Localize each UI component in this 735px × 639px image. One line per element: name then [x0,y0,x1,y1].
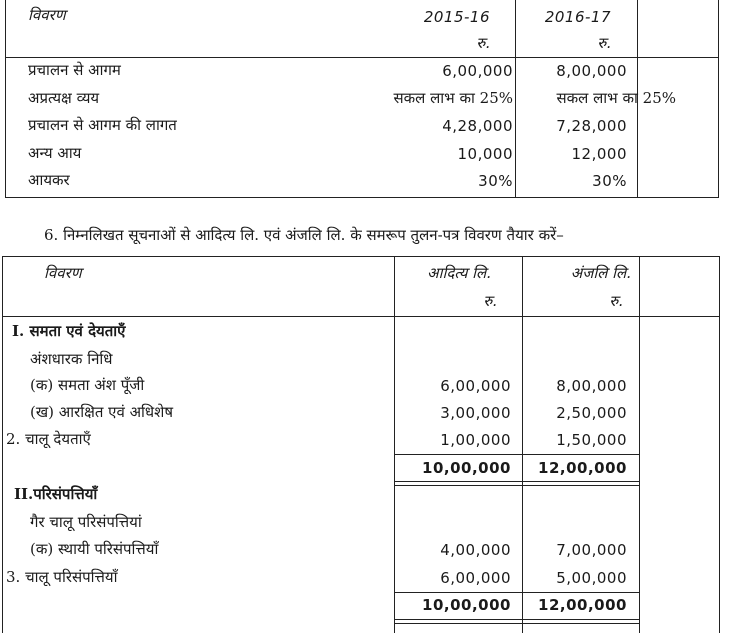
total-2-top-rule [394,592,639,593]
total-1-top-rule [394,454,639,455]
table-2-unit-col2: रु. [609,292,623,310]
table-2-col-divider-1 [394,256,395,633]
table-2-row-label: 2. चालू देयताएँ [6,430,91,448]
table-2-row-value-col2: 5,00,000 [556,569,627,587]
section-title: I. समता एवं देयताएँ [12,322,126,340]
table-1-header-label: विवरण [28,6,66,24]
total-1-double-rule-b [394,485,639,486]
table-2-row-value-col2: 7,00,000 [556,541,627,559]
table-1-bottom-rule [5,197,718,198]
table-1-row-value-col1: 6,00,000 [442,62,513,80]
table-1-header-rule [5,57,718,58]
table-2-row-value-col2: 1,50,000 [556,431,627,449]
table-1-col-divider-1 [515,0,516,198]
total-2-double-rule-b [394,623,639,624]
table-1-unit-col1: रु. [476,34,490,52]
section-title: II.परिसंपत्तियाँ [14,485,98,503]
table-2-col-divider-3 [639,256,640,633]
table-1-header-col2: 2016-17 [544,8,611,26]
table-2-col-divider-2 [522,256,523,633]
table-2-left-border [2,256,3,633]
table-2-header-label: विवरण [44,264,82,282]
table-2-top-rule [2,256,720,257]
table-2-row-value-col1: 1,00,000 [440,431,511,449]
total-value-col2: 12,00,000 [538,596,627,614]
table-1-row-value-col1: 10,000 [457,145,513,163]
table-2-row-label: 3. चालू परिसंपत्तियाँ [6,568,118,586]
table-2-header-rule [2,316,720,317]
table-2-row-label: (क) स्थायी परिसंपत्तियाँ [30,540,159,558]
table-1-row-label: प्रचालन से आगम [28,61,121,79]
table-1-row-label: अप्रत्यक्ष व्यय [28,89,100,107]
table-1-row-value-col2: सकल लाभ का 25% [556,89,676,107]
table-2-row-value-col1: 4,00,000 [440,541,511,559]
table-1-row-value-col1: 30% [478,172,513,190]
table-1-row-value-col2: 7,28,000 [556,117,627,135]
table-1-row-value-col1: 4,28,000 [442,117,513,135]
section-subtitle: गैर चालू परिसंपत्तियां [30,513,142,531]
section-subtitle: अंशधारक निधि [30,350,113,368]
table-2-right-border [719,256,720,633]
table-2-header-col2: अंजलि लि. [570,264,631,282]
table-1-row-label: प्रचालन से आगम की लागत [28,116,177,134]
table-1-row-value-col2: 30% [592,172,627,190]
total-value-col2: 12,00,000 [538,459,627,477]
total-value-col1: 10,00,000 [422,596,511,614]
table-1-header-col1: 2015-16 [423,8,490,26]
table-1-row-label: आयकर [28,171,70,189]
table-2-row-value-col1: 6,00,000 [440,569,511,587]
question-text: 6. निम्नलिखत सूचनाओं से आदित्य लि. एवं अंजलि लि. के समरूप तुलन-पत्र विवरण तैयार करें– [44,226,564,244]
table-1-row-label: अन्य आय [28,144,82,162]
table-1-right-border [718,0,719,198]
table-2-row-value-col2: 2,50,000 [556,404,627,422]
table-1-row-value-col1: सकल लाभ का 25% [393,89,513,107]
table-2-row-value-col2: 8,00,000 [556,377,627,395]
table-2-header-col1: आदित्य लि. [427,264,491,282]
table-2-row-label: (क) समता अंश पूँजी [30,376,145,394]
table-1-row-value-col2: 8,00,000 [556,62,627,80]
table-1-row-value-col2: 12,000 [571,145,627,163]
total-2-double-rule-a [394,619,639,620]
table-2-row-value-col1: 6,00,000 [440,377,511,395]
table-2-row-label: (ख) आरक्षित एवं अधिशेष [30,403,174,421]
table-2-row-value-col1: 3,00,000 [440,404,511,422]
table-1-left-border [5,0,6,198]
total-1-double-rule-a [394,481,639,482]
table-1-unit-col2: रु. [597,34,611,52]
table-2-unit-col1: रु. [483,292,497,310]
total-value-col1: 10,00,000 [422,459,511,477]
